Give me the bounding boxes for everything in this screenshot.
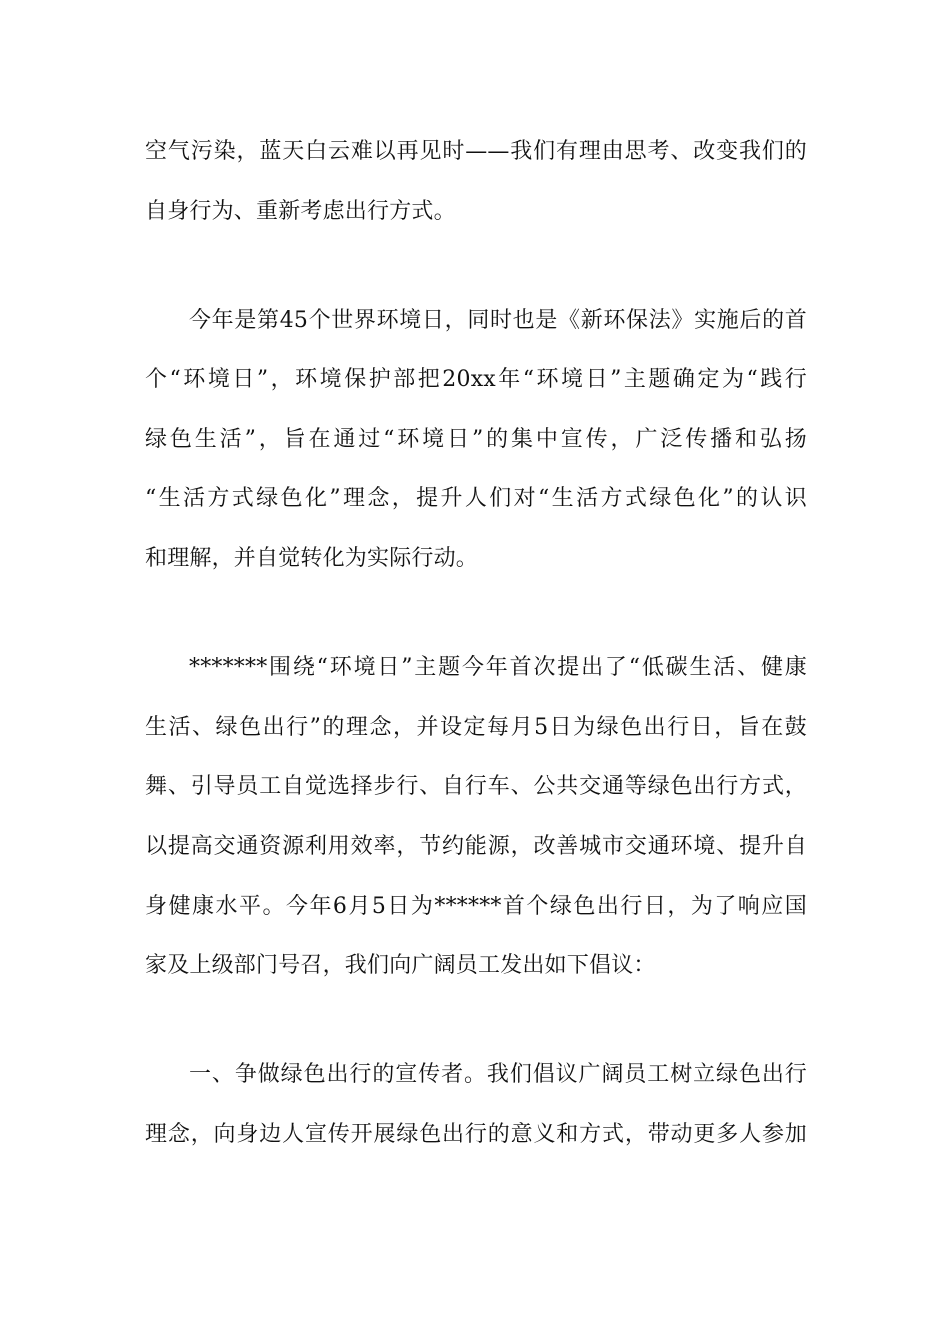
text-line-15: 理念，向身边人宣传开展绿色出行的意义和方式，带动更多人参加 xyxy=(145,1121,807,1147)
text-line-11: 以提高交通资源利用效率，节约能源，改善城市交通环境、提升自 xyxy=(145,833,807,859)
text-line-3: 今年是第45个世界环境日，同时也是《新环保法》实施后的首 xyxy=(189,307,807,333)
text-line-7: 和理解，并自觉转化为实际行动。 xyxy=(145,546,479,572)
text-line-13: 家及上级部门号召，我们向广阔员工发出如下倡议： xyxy=(145,953,656,979)
text-line-5: 绿色生活”，旨在通过“环境日”的集中宣传，广泛传播和弘扬 xyxy=(145,426,807,452)
text-line-2: 自身行为、重新考虑出行方式。 xyxy=(145,198,456,224)
text-line-9: 生活、绿色出行”的理念，并设定每月5日为绿色出行日，旨在鼓 xyxy=(145,714,807,740)
text-line-6: “生活方式绿色化”理念，提升人们对“生活方式绿色化”的认识 xyxy=(145,486,807,512)
text-line-8: *******围绕“环境日”主题今年首次提出了“低碳生活、健康 xyxy=(189,655,807,681)
text-line-12: 身健康水平。今年6月5日为******首个绿色出行日，为了响应国 xyxy=(145,893,807,919)
document-body xyxy=(145,132,807,1174)
text-line-1: 空气污染，蓝天白云难以再见时——我们有理由思考、改变我们的 xyxy=(145,139,807,164)
text-line-14: 一、争做绿色出行的宣传者。我们倡议广阔员工树立绿色出行 xyxy=(189,1062,807,1088)
text-line-10: 舞、引导员工自觉选择步行、自行车、公共交通等绿色出行方式， xyxy=(145,774,807,800)
text-line-4: 个“环境日”，环境保护部把20xx年“环境日”主题确定为“践行 xyxy=(145,367,807,393)
